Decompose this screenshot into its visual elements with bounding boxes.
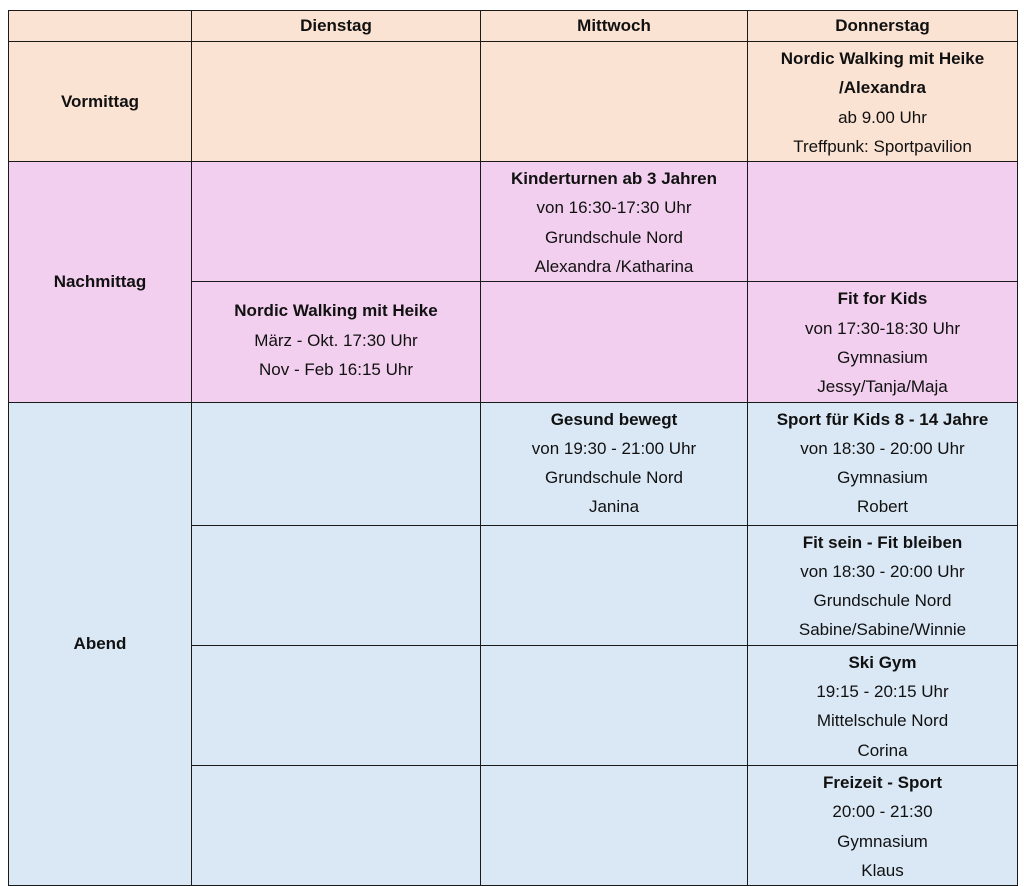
schedule-table: [8, 10, 1018, 886]
event-place: Grundschule Nord: [545, 468, 683, 488]
cell-vormittag-mittwoch: [481, 42, 748, 162]
event-title: Fit for Kids: [837, 289, 928, 309]
row-nachmittag-1: [9, 162, 1018, 282]
cell-abend-2-donnerstag: [748, 525, 1018, 645]
cell-abend-1-mittwoch: [481, 402, 748, 525]
event-trainer: Robert: [856, 497, 909, 517]
event-trainer: Klaus: [861, 860, 904, 880]
event-title: Nordic Walking mit Heike: [234, 301, 438, 321]
event-place: Treffpunk: Sportpavilion: [793, 136, 972, 156]
event-time: von 16:30-17:30 Uhr: [536, 198, 692, 218]
event-trainer: Jessy/Tanja/Maja: [817, 377, 948, 397]
event-time: 20:00 - 21:30: [832, 802, 933, 822]
event-trainer: Janina: [588, 497, 640, 517]
event-place: Gymnasium: [837, 347, 928, 367]
event-time: von 18:30 - 20:00 Uhr: [800, 561, 965, 581]
cell-nachmittag-2-dienstag: [192, 282, 481, 402]
event-time-alt: Nov - Feb 16:15 Uhr: [258, 359, 413, 379]
row-vormittag: [9, 42, 1018, 162]
event-title: Gesund bewegt: [550, 409, 678, 429]
cell-nachmittag-1-donnerstag: [748, 162, 1018, 282]
header-corner: [9, 11, 192, 42]
header-donnerstag: Donnerstag: [748, 11, 1018, 42]
event-trainer: Sabine/Sabine/Winnie: [798, 620, 967, 640]
event-title: Freizeit - Sport: [822, 772, 942, 792]
cell-nachmittag-1-dienstag: [192, 162, 481, 282]
event-title: Nordic Walking mit Heike: [780, 49, 985, 68]
event-place: Grundschule Nord: [813, 591, 952, 611]
cell-abend-1-dienstag: [192, 402, 481, 525]
event-title: Kinderturnen ab 3 Jahren: [511, 169, 717, 189]
row-abend-1: [9, 402, 1018, 525]
cell-abend-1-donnerstag: [748, 402, 1018, 525]
event-title: Ski Gym: [848, 652, 917, 672]
header-dienstag: Dienstag: [192, 11, 481, 42]
event-time: ab 9.00 Uhr: [838, 107, 927, 127]
header-mittwoch: Mittwoch: [481, 11, 748, 42]
cell-nachmittag-1-mittwoch: [481, 162, 748, 282]
cell-vormittag-dienstag: [192, 42, 481, 162]
header-row: [9, 11, 1018, 42]
event-time: März - Okt. 17:30 Uhr: [254, 330, 418, 350]
cell-abend-4-donnerstag: [748, 765, 1018, 885]
event-title: Fit sein - Fit bleiben: [802, 532, 963, 552]
cell-abend-4-dienstag: [192, 765, 481, 885]
event-place: Gymnasium: [837, 468, 928, 488]
event-time: von 19:30 - 21:00 Uhr: [531, 438, 697, 458]
event-title: Sport für Kids 8 - 14 Jahre: [776, 409, 989, 429]
cell-vormittag-donnerstag: [748, 42, 1018, 162]
event-time: 19:15 - 20:15 Uhr: [816, 682, 949, 702]
cell-nachmittag-2-donnerstag: [748, 282, 1018, 402]
event-time: von 18:30 - 20:00 Uhr: [800, 438, 965, 458]
cell-abend-2-mittwoch: [481, 525, 748, 645]
row-label-nachmittag: Nachmittag: [9, 162, 192, 402]
event-place: Gymnasium: [837, 831, 928, 851]
cell-abend-3-mittwoch: [481, 645, 748, 765]
cell-abend-4-mittwoch: [481, 765, 748, 885]
cell-nachmittag-2-mittwoch: [481, 282, 748, 402]
event-place: Grundschule Nord: [545, 227, 683, 247]
cell-abend-3-donnerstag: [748, 645, 1018, 765]
cell-abend-2-dienstag: [192, 525, 481, 645]
row-label-vormittag: Vormittag: [9, 42, 192, 162]
row-label-abend: Abend: [9, 402, 192, 886]
event-time: von 17:30-18:30 Uhr: [805, 318, 960, 338]
event-title-cont: /Alexandra: [839, 78, 926, 98]
event-trainer: Alexandra /Katharina: [534, 257, 694, 277]
event-place: Mittelschule Nord: [816, 711, 949, 731]
event-trainer: Corina: [857, 740, 908, 760]
cell-abend-3-dienstag: [192, 645, 481, 765]
